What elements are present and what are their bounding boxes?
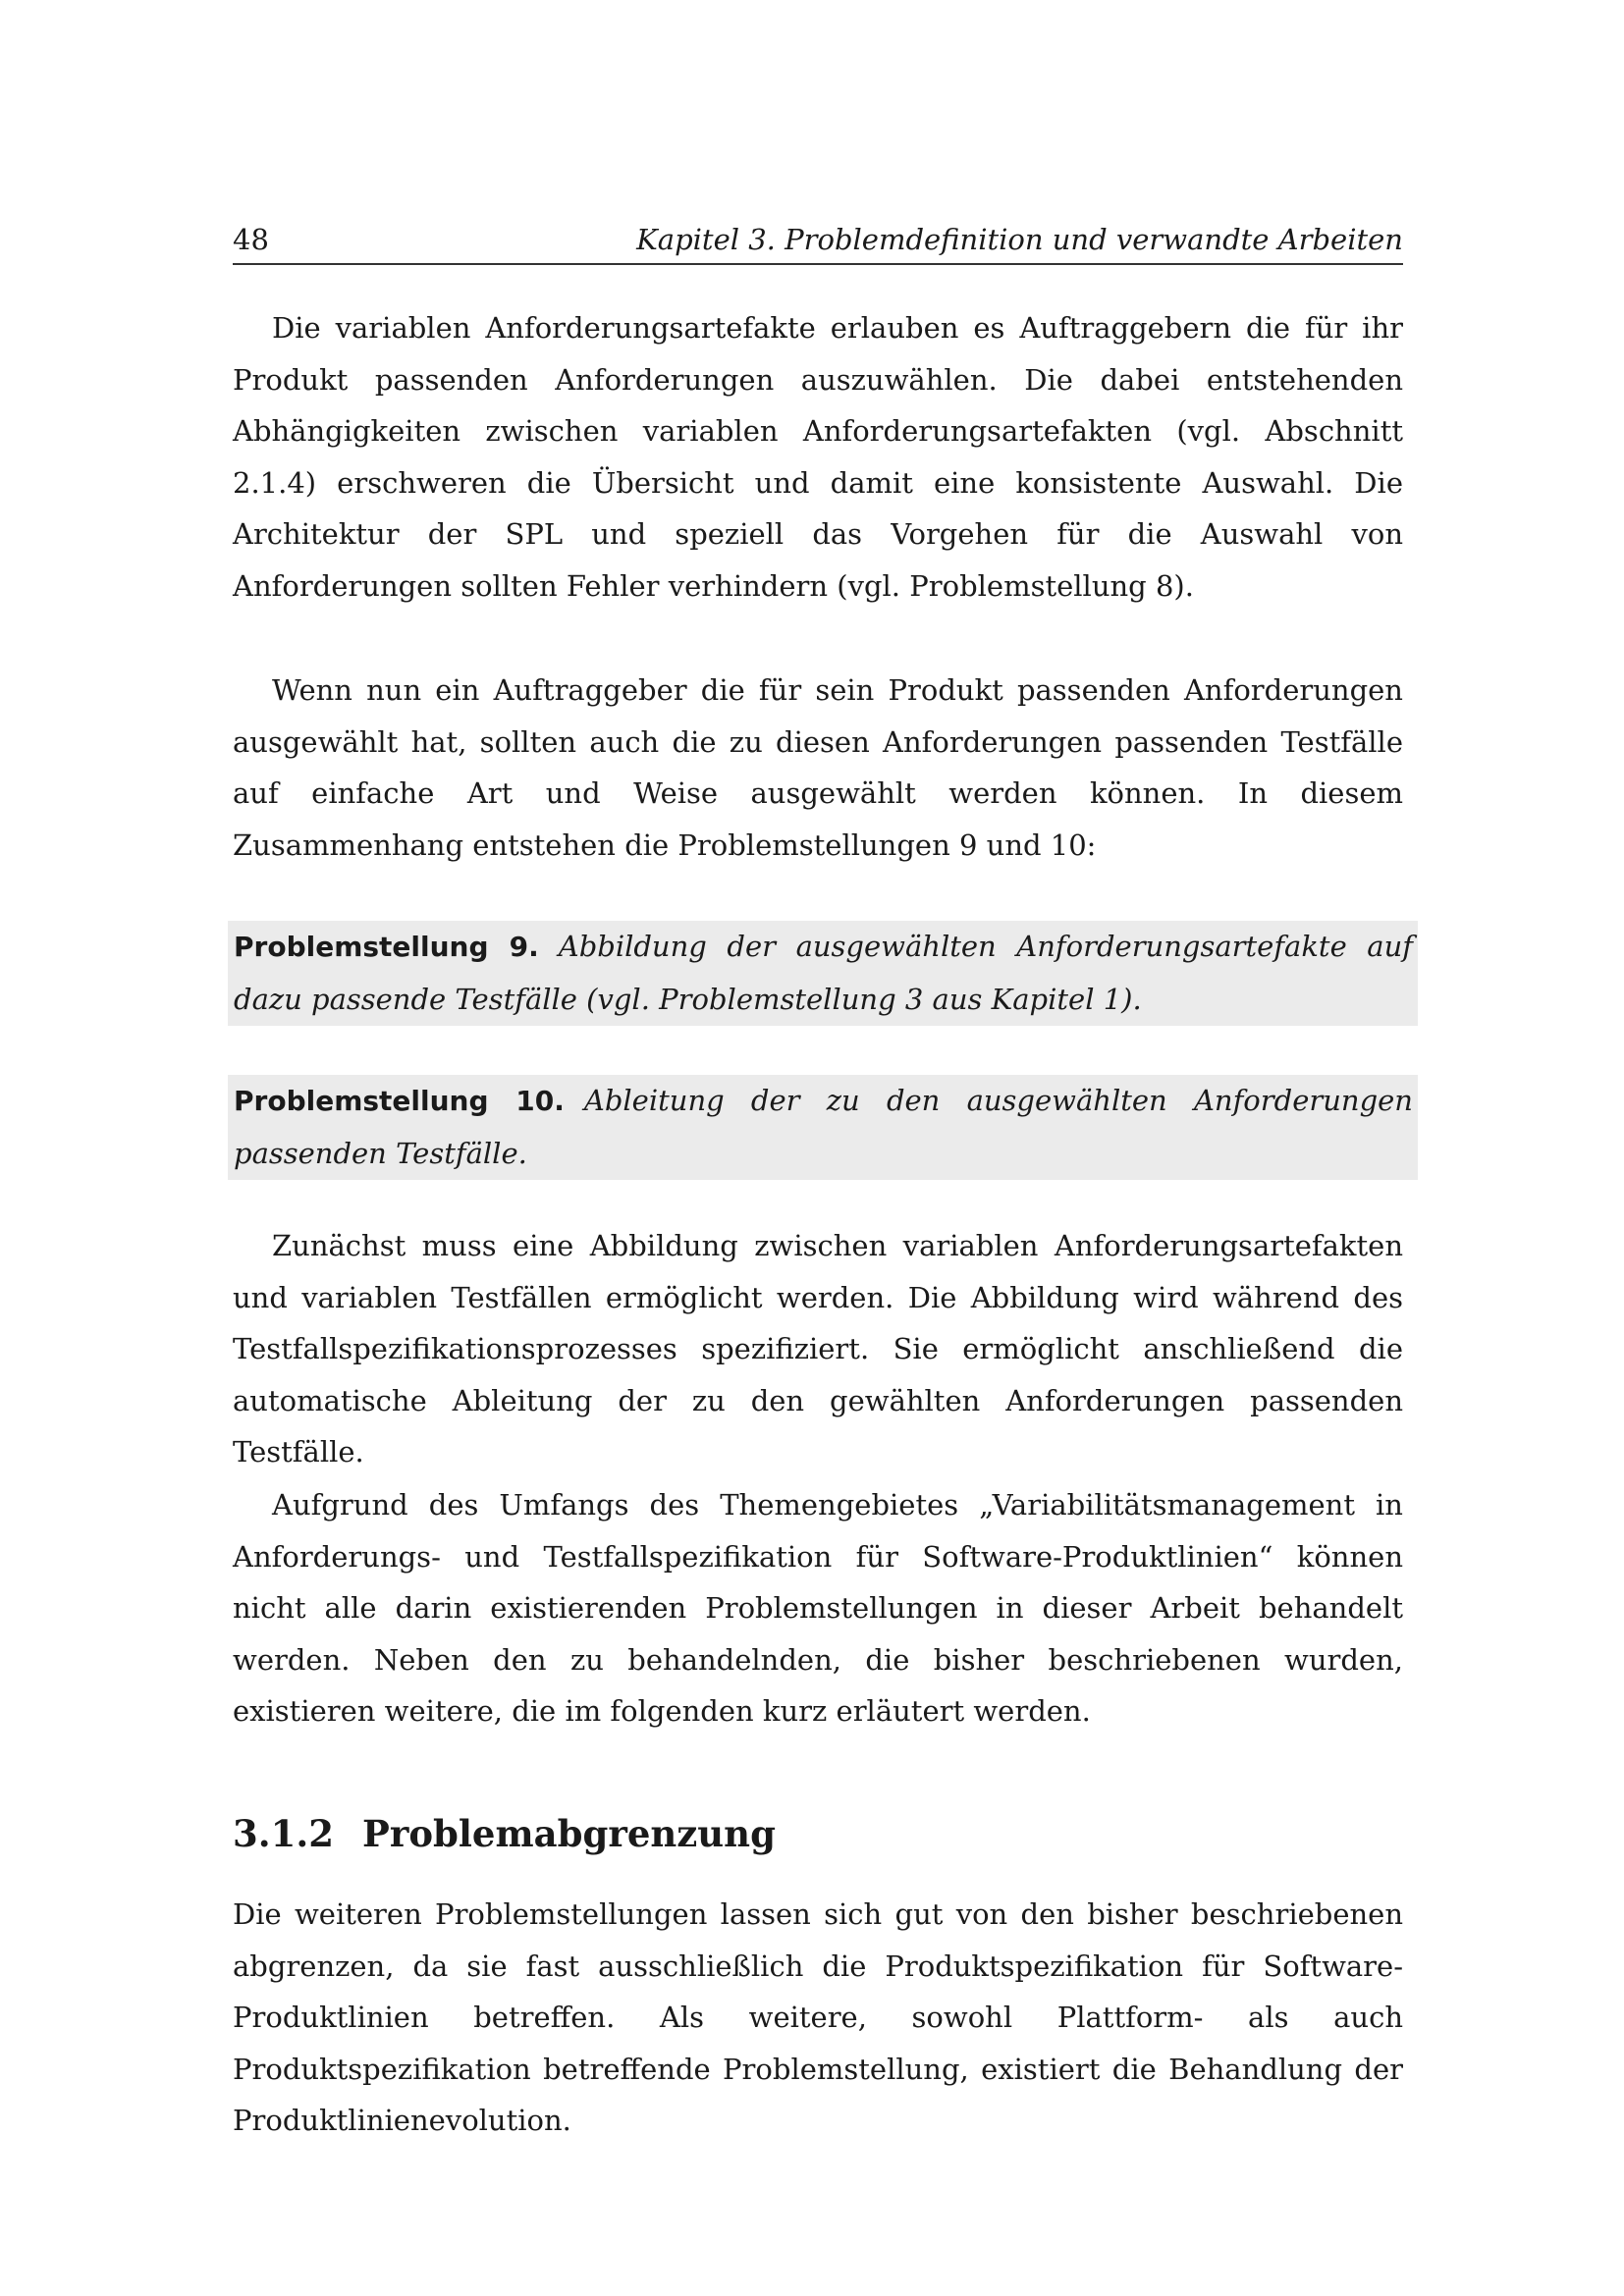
section-title: Problemabgrenzung	[362, 1812, 776, 1855]
problem-text: Ableitung der zu den ausgewählten Anforderungen passenden Testfälle.	[234, 1084, 1413, 1170]
chapter-title: Kapitel 3. Problemdefinition und verwandte Arbeiten	[636, 223, 1403, 256]
problem-label: Problemstellung 10.	[234, 1085, 565, 1117]
problem-statement-10	[228, 1075, 1418, 1180]
paragraph-4: Aufgrund des Umfangs des Themengebietes „Variabilitätsmanagement in Anforderungs- und Testfallspezifikation für Software-Produktlinien“ können nicht alle darin existierenden Problemstellungen in dieser Arbeit behandelt werden. Neben den zu behandelnden, die bisher beschriebenen wurden, existieren weitere, die im folgenden kurz erläutert werden.	[233, 1488, 1403, 1728]
running-header	[233, 214, 1403, 265]
paragraph-2: Wenn nun ein Auftraggeber die für sein Produkt passenden Anforderungen ausgewählt hat, sollten auch die zu diesen Anforderungen passenden Testfälle auf einfache Art und Weise ausgewählt werden können. In diesem Zusammenhang entstehen die Problemstellungen 9 und 10:	[233, 673, 1403, 862]
problem-statement-9	[228, 921, 1418, 1026]
problem-text: Abbildung der ausgewählten Anforderungsartefakte auf dazu passende Testfälle (vgl. Problemstellung 3 aus Kapitel 1).	[234, 930, 1414, 1016]
problem-label: Problemstellung 9.	[234, 931, 539, 963]
paragraph-1: Die variablen Anforderungsartefakte erlauben es Auftraggebern die für ihr Produkt passenden Anforderungen auszuwählen. Die dabei entstehenden Abhängigkeiten zwischen variablen Anforderungsartefakten (vgl. Abschnitt 2.1.4) erschweren die Übersicht und damit eine konsistente Auswahl. Die Architektur der SPL und speziell das Vorgehen für die Auswahl von Anforderungen sollten Fehler verhindern (vgl. Problemstellung 8).	[233, 311, 1403, 603]
paragraph-3: Zunächst muss eine Abbildung zwischen variablen Anforderungsartefakten und variablen Testfällen ermöglicht werden. Die Abbildung wird während des Testfallspezifikationsprozesses spezifiziert. Sie ermöglicht anschließend die automatische Ableitung der zu den gewählten Anforderungen passenden Testfälle.	[233, 1229, 1403, 1468]
page-number: 48	[233, 223, 269, 256]
section-heading	[233, 1808, 1403, 1859]
paragraph-5: Die weiteren Problemstellungen lassen sich gut von den bisher beschriebenen abgrenzen, da sie fast ausschließlich die Produktspezifikation für Software-Produktlinien betreffen. Als weitere, sowohl Plattform- als auch Produktspezifikation betreffende Problemstellung, existiert die Behandlung der Produktlinienevolution.	[233, 1897, 1403, 2137]
section-number: 3.1.2	[233, 1812, 334, 1855]
